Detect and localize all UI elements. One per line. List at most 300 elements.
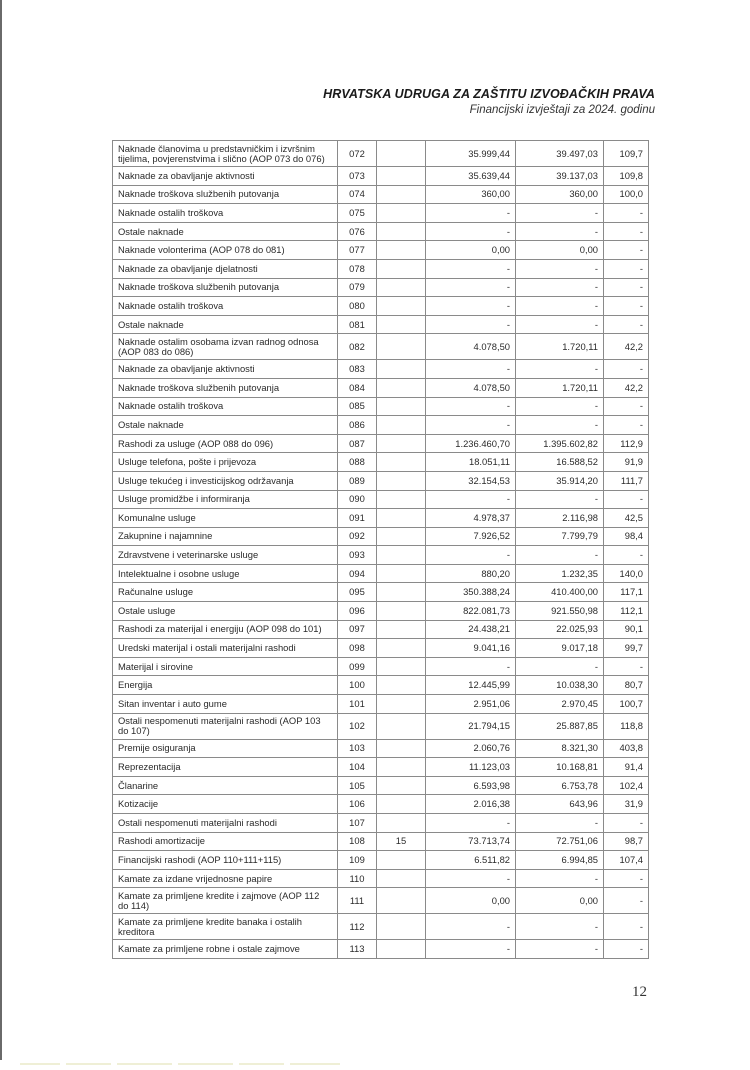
note-ref: 15 xyxy=(377,832,426,851)
row-description: Kamate za primljene kredite i zajmove (AOP 112 do 114) xyxy=(113,888,338,914)
index-value: 107,4 xyxy=(604,851,649,870)
previous-year-amount: 35.639,44 xyxy=(426,167,516,186)
note-ref xyxy=(377,869,426,888)
note-ref xyxy=(377,739,426,758)
previous-year-amount: 880,20 xyxy=(426,564,516,583)
previous-year-amount: 350.388,24 xyxy=(426,583,516,602)
aop-code: 086 xyxy=(338,416,377,435)
aop-code: 111 xyxy=(338,888,377,914)
table-row xyxy=(113,471,649,490)
previous-year-amount: - xyxy=(426,490,516,509)
note-ref xyxy=(377,360,426,379)
note-ref xyxy=(377,814,426,833)
current-year-amount: 1.395.602,82 xyxy=(516,434,604,453)
table-row xyxy=(113,278,649,297)
note-ref xyxy=(377,583,426,602)
note-ref xyxy=(377,639,426,658)
row-description: Naknade za obavljanje aktivnosti xyxy=(113,167,338,186)
table-body xyxy=(113,141,649,959)
index-value: - xyxy=(604,222,649,241)
previous-year-amount: - xyxy=(426,397,516,416)
previous-year-amount: - xyxy=(426,259,516,278)
index-value: 117,1 xyxy=(604,583,649,602)
table-row xyxy=(113,620,649,639)
row-description: Rashodi za usluge (AOP 088 do 096) xyxy=(113,434,338,453)
organization-title: HRVATSKA UDRUGA ZA ZAŠTITU IZVOĐAČKIH PRAVA xyxy=(323,87,655,101)
aop-code: 098 xyxy=(338,639,377,658)
current-year-amount: - xyxy=(516,297,604,316)
note-ref xyxy=(377,185,426,204)
aop-code: 099 xyxy=(338,657,377,676)
aop-code: 109 xyxy=(338,851,377,870)
table-row xyxy=(113,167,649,186)
row-description: Kotizacije xyxy=(113,795,338,814)
current-year-amount: 8.321,30 xyxy=(516,739,604,758)
table-row xyxy=(113,334,649,360)
previous-year-amount: 73.713,74 xyxy=(426,832,516,851)
current-year-amount: 6.753,78 xyxy=(516,776,604,795)
report-subtitle: Financijski izvještaji za 2024. godinu xyxy=(469,104,655,116)
row-description: Usluge promidžbe i informiranja xyxy=(113,490,338,509)
previous-year-amount: 4.978,37 xyxy=(426,509,516,528)
table-row xyxy=(113,639,649,658)
table-row xyxy=(113,509,649,528)
note-ref xyxy=(377,546,426,565)
aop-code: 093 xyxy=(338,546,377,565)
aop-code: 102 xyxy=(338,713,377,739)
aop-code: 073 xyxy=(338,167,377,186)
index-value: 112,9 xyxy=(604,434,649,453)
row-description: Naknade ostalih troškova xyxy=(113,297,338,316)
aop-code: 097 xyxy=(338,620,377,639)
previous-year-amount: 9.041,16 xyxy=(426,639,516,658)
index-value: 91,4 xyxy=(604,758,649,777)
index-value: - xyxy=(604,416,649,435)
current-year-amount: - xyxy=(516,397,604,416)
current-year-amount: 9.017,18 xyxy=(516,639,604,658)
aop-code: 105 xyxy=(338,776,377,795)
index-value: 118,8 xyxy=(604,713,649,739)
row-description: Usluge telefona, pošte i prijevoza xyxy=(113,453,338,472)
row-description: Naknade troškova službenih putovanja xyxy=(113,278,338,297)
aop-code: 085 xyxy=(338,397,377,416)
aop-code: 080 xyxy=(338,297,377,316)
note-ref xyxy=(377,297,426,316)
previous-year-amount: 6.593,98 xyxy=(426,776,516,795)
row-description: Ostale naknade xyxy=(113,222,338,241)
aop-code: 108 xyxy=(338,832,377,851)
current-year-amount: 10.038,30 xyxy=(516,676,604,695)
table-row xyxy=(113,814,649,833)
note-ref xyxy=(377,141,426,167)
previous-year-amount: 24.438,21 xyxy=(426,620,516,639)
row-description: Energija xyxy=(113,676,338,695)
note-ref xyxy=(377,204,426,223)
table-row xyxy=(113,434,649,453)
note-ref xyxy=(377,888,426,914)
note-ref xyxy=(377,378,426,397)
previous-year-amount: 360,00 xyxy=(426,185,516,204)
table-row xyxy=(113,940,649,959)
row-description: Komunalne usluge xyxy=(113,509,338,528)
row-description: Ostali nespomenuti materijalni rashodi (AOP 103 do 107) xyxy=(113,713,338,739)
note-ref xyxy=(377,397,426,416)
aop-code: 076 xyxy=(338,222,377,241)
previous-year-amount: - xyxy=(426,360,516,379)
row-description: Sitan inventar i auto gume xyxy=(113,695,338,714)
table-row xyxy=(113,378,649,397)
current-year-amount: - xyxy=(516,360,604,379)
current-year-amount: 10.168,81 xyxy=(516,758,604,777)
index-value: 109,7 xyxy=(604,141,649,167)
previous-year-amount: 4.078,50 xyxy=(426,334,516,360)
table-row xyxy=(113,315,649,334)
current-year-amount: 360,00 xyxy=(516,185,604,204)
aop-code: 103 xyxy=(338,739,377,758)
row-description: Naknade ostalim osobama izvan radnog odnosa (AOP 083 do 086) xyxy=(113,334,338,360)
current-year-amount: - xyxy=(516,814,604,833)
table-row xyxy=(113,222,649,241)
current-year-amount: - xyxy=(516,315,604,334)
current-year-amount: 39.137,03 xyxy=(516,167,604,186)
table-row xyxy=(113,602,649,621)
note-ref xyxy=(377,657,426,676)
index-value: 102,4 xyxy=(604,776,649,795)
index-value: - xyxy=(604,241,649,260)
index-value: - xyxy=(604,278,649,297)
aop-code: 094 xyxy=(338,564,377,583)
current-year-amount: 2.970,45 xyxy=(516,695,604,714)
current-year-amount: 35.914,20 xyxy=(516,471,604,490)
index-value: - xyxy=(604,315,649,334)
row-description: Ostale naknade xyxy=(113,416,338,435)
note-ref xyxy=(377,914,426,940)
aop-code: 100 xyxy=(338,676,377,695)
row-description: Kamate za primljene robne i ostale zajmove xyxy=(113,940,338,959)
note-ref xyxy=(377,758,426,777)
previous-year-amount: 1.236.460,70 xyxy=(426,434,516,453)
aop-code: 077 xyxy=(338,241,377,260)
row-description: Naknade za obavljanje djelatnosti xyxy=(113,259,338,278)
table-row xyxy=(113,241,649,260)
row-description: Materijal i sirovine xyxy=(113,657,338,676)
row-description: Ostali nespomenuti materijalni rashodi xyxy=(113,814,338,833)
note-ref xyxy=(377,471,426,490)
row-description: Naknade troškova službenih putovanja xyxy=(113,185,338,204)
current-year-amount: 25.887,85 xyxy=(516,713,604,739)
aop-code: 074 xyxy=(338,185,377,204)
aop-code: 081 xyxy=(338,315,377,334)
note-ref xyxy=(377,490,426,509)
aop-code: 089 xyxy=(338,471,377,490)
index-value: - xyxy=(604,914,649,940)
index-value: 90,1 xyxy=(604,620,649,639)
index-value: - xyxy=(604,814,649,833)
current-year-amount: 1.720,11 xyxy=(516,378,604,397)
previous-year-amount: - xyxy=(426,297,516,316)
previous-year-amount: 12.445,99 xyxy=(426,676,516,695)
table-row xyxy=(113,869,649,888)
index-value: - xyxy=(604,940,649,959)
current-year-amount: 72.751,06 xyxy=(516,832,604,851)
note-ref xyxy=(377,259,426,278)
current-year-amount: 6.994,85 xyxy=(516,851,604,870)
note-ref xyxy=(377,278,426,297)
note-ref xyxy=(377,222,426,241)
row-description: Članarine xyxy=(113,776,338,795)
current-year-amount: - xyxy=(516,278,604,297)
index-value: 80,7 xyxy=(604,676,649,695)
row-description: Reprezentacija xyxy=(113,758,338,777)
row-description: Naknade volonterima (AOP 078 do 081) xyxy=(113,241,338,260)
table-row xyxy=(113,676,649,695)
index-value: 42,2 xyxy=(604,334,649,360)
aop-code: 113 xyxy=(338,940,377,959)
previous-year-amount: 6.511,82 xyxy=(426,851,516,870)
index-value: 403,8 xyxy=(604,739,649,758)
note-ref xyxy=(377,509,426,528)
current-year-amount: - xyxy=(516,546,604,565)
aop-code: 083 xyxy=(338,360,377,379)
current-year-amount: - xyxy=(516,222,604,241)
current-year-amount: 1.232,35 xyxy=(516,564,604,583)
previous-year-amount: - xyxy=(426,278,516,297)
current-year-amount: - xyxy=(516,657,604,676)
current-year-amount: - xyxy=(516,490,604,509)
table-row xyxy=(113,583,649,602)
table-row xyxy=(113,141,649,167)
aop-code: 079 xyxy=(338,278,377,297)
row-description: Ostale naknade xyxy=(113,315,338,334)
financial-statement-table xyxy=(112,140,649,959)
scan-artifacts xyxy=(20,1052,380,1055)
row-description: Zakupnine i najamnine xyxy=(113,527,338,546)
table-row xyxy=(113,564,649,583)
index-value: - xyxy=(604,657,649,676)
index-value: 111,7 xyxy=(604,471,649,490)
aop-code: 095 xyxy=(338,583,377,602)
current-year-amount: 410.400,00 xyxy=(516,583,604,602)
aop-code: 088 xyxy=(338,453,377,472)
index-value: 100,0 xyxy=(604,185,649,204)
aop-code: 101 xyxy=(338,695,377,714)
row-description: Financijski rashodi (AOP 110+111+115) xyxy=(113,851,338,870)
index-value: 42,5 xyxy=(604,509,649,528)
note-ref xyxy=(377,453,426,472)
note-ref xyxy=(377,940,426,959)
row-description: Zdravstvene i veterinarske usluge xyxy=(113,546,338,565)
aop-code: 096 xyxy=(338,602,377,621)
previous-year-amount: - xyxy=(426,869,516,888)
aop-code: 092 xyxy=(338,527,377,546)
previous-year-amount: 822.081,73 xyxy=(426,602,516,621)
index-value: 100,7 xyxy=(604,695,649,714)
previous-year-amount: - xyxy=(426,222,516,241)
index-value: - xyxy=(604,397,649,416)
aop-code: 090 xyxy=(338,490,377,509)
aop-code: 104 xyxy=(338,758,377,777)
table-row xyxy=(113,776,649,795)
note-ref xyxy=(377,851,426,870)
row-description: Premije osiguranja xyxy=(113,739,338,758)
table-row xyxy=(113,546,649,565)
current-year-amount: 643,96 xyxy=(516,795,604,814)
table-row xyxy=(113,297,649,316)
row-description: Naknade za obavljanje aktivnosti xyxy=(113,360,338,379)
current-year-amount: - xyxy=(516,204,604,223)
index-value: 31,9 xyxy=(604,795,649,814)
current-year-amount: 0,00 xyxy=(516,888,604,914)
previous-year-amount: 0,00 xyxy=(426,241,516,260)
current-year-amount: 0,00 xyxy=(516,241,604,260)
index-value: 112,1 xyxy=(604,602,649,621)
row-description: Rashodi za materijal i energiju (AOP 098 do 101) xyxy=(113,620,338,639)
table-row xyxy=(113,739,649,758)
note-ref xyxy=(377,713,426,739)
index-value: - xyxy=(604,259,649,278)
index-value: - xyxy=(604,204,649,223)
index-value: 98,7 xyxy=(604,832,649,851)
current-year-amount: 921.550,98 xyxy=(516,602,604,621)
previous-year-amount: - xyxy=(426,657,516,676)
note-ref xyxy=(377,527,426,546)
index-value: - xyxy=(604,490,649,509)
previous-year-amount: 4.078,50 xyxy=(426,378,516,397)
note-ref xyxy=(377,315,426,334)
note-ref xyxy=(377,695,426,714)
current-year-amount: 16.588,52 xyxy=(516,453,604,472)
note-ref xyxy=(377,241,426,260)
note-ref xyxy=(377,167,426,186)
row-description: Intelektualne i osobne usluge xyxy=(113,564,338,583)
table-row xyxy=(113,758,649,777)
previous-year-amount: - xyxy=(426,814,516,833)
aop-code: 072 xyxy=(338,141,377,167)
table-row xyxy=(113,416,649,435)
table-row xyxy=(113,527,649,546)
table-row xyxy=(113,360,649,379)
table-row xyxy=(113,695,649,714)
index-value: - xyxy=(604,869,649,888)
table-row xyxy=(113,795,649,814)
current-year-amount: 7.799,79 xyxy=(516,527,604,546)
previous-year-amount: 32.154,53 xyxy=(426,471,516,490)
row-description: Naknade članovima u predstavničkim i izvršnim tijelima, povjerenstvima i slično (AOP 073 do 076) xyxy=(113,141,338,167)
aop-code: 112 xyxy=(338,914,377,940)
current-year-amount: 1.720,11 xyxy=(516,334,604,360)
scan-left-edge xyxy=(0,0,2,1060)
index-value: 109,8 xyxy=(604,167,649,186)
current-year-amount: 22.025,93 xyxy=(516,620,604,639)
table-row xyxy=(113,259,649,278)
note-ref xyxy=(377,434,426,453)
row-description: Usluge tekućeg i investicijskog održavanja xyxy=(113,471,338,490)
index-value: - xyxy=(604,888,649,914)
row-description: Rashodi amortizacije xyxy=(113,832,338,851)
aop-code: 075 xyxy=(338,204,377,223)
aop-code: 107 xyxy=(338,814,377,833)
previous-year-amount: - xyxy=(426,914,516,940)
previous-year-amount: 7.926,52 xyxy=(426,527,516,546)
current-year-amount: 2.116,98 xyxy=(516,509,604,528)
table-row xyxy=(113,204,649,223)
aop-code: 082 xyxy=(338,334,377,360)
index-value: 42,2 xyxy=(604,378,649,397)
current-year-amount: - xyxy=(516,869,604,888)
page-number: 12 xyxy=(632,984,647,1000)
note-ref xyxy=(377,795,426,814)
index-value: 140,0 xyxy=(604,564,649,583)
row-description: Računalne usluge xyxy=(113,583,338,602)
current-year-amount: 39.497,03 xyxy=(516,141,604,167)
table-row xyxy=(113,657,649,676)
current-year-amount: - xyxy=(516,259,604,278)
row-description: Kamate za primljene kredite banaka i ostalih kreditora xyxy=(113,914,338,940)
previous-year-amount: 2.016,38 xyxy=(426,795,516,814)
previous-year-amount: - xyxy=(426,940,516,959)
aop-code: 091 xyxy=(338,509,377,528)
aop-code: 087 xyxy=(338,434,377,453)
row-description: Uredski materijal i ostali materijalni rashodi xyxy=(113,639,338,658)
previous-year-amount: - xyxy=(426,204,516,223)
index-value: 91,9 xyxy=(604,453,649,472)
aop-code: 078 xyxy=(338,259,377,278)
aop-code: 084 xyxy=(338,378,377,397)
index-value: 99,7 xyxy=(604,639,649,658)
note-ref xyxy=(377,776,426,795)
table-row xyxy=(113,851,649,870)
previous-year-amount: - xyxy=(426,546,516,565)
table-row xyxy=(113,397,649,416)
index-value: - xyxy=(604,360,649,379)
note-ref xyxy=(377,676,426,695)
previous-year-amount: - xyxy=(426,416,516,435)
table-row xyxy=(113,832,649,851)
previous-year-amount: 11.123,03 xyxy=(426,758,516,777)
table-row xyxy=(113,914,649,940)
table-row xyxy=(113,490,649,509)
note-ref xyxy=(377,416,426,435)
row-description: Naknade ostalih troškova xyxy=(113,204,338,223)
row-description: Ostale usluge xyxy=(113,602,338,621)
note-ref xyxy=(377,602,426,621)
document-header xyxy=(323,87,655,116)
row-description: Naknade troškova službenih putovanja xyxy=(113,378,338,397)
table-row xyxy=(113,453,649,472)
current-year-amount: - xyxy=(516,416,604,435)
row-description: Naknade ostalih troškova xyxy=(113,397,338,416)
table-row xyxy=(113,713,649,739)
previous-year-amount: 35.999,44 xyxy=(426,141,516,167)
previous-year-amount: 0,00 xyxy=(426,888,516,914)
index-value: 98,4 xyxy=(604,527,649,546)
note-ref xyxy=(377,334,426,360)
current-year-amount: - xyxy=(516,940,604,959)
aop-code: 106 xyxy=(338,795,377,814)
note-ref xyxy=(377,620,426,639)
previous-year-amount: 2.951,06 xyxy=(426,695,516,714)
previous-year-amount: 21.794,15 xyxy=(426,713,516,739)
previous-year-amount: 2.060,76 xyxy=(426,739,516,758)
index-value: - xyxy=(604,546,649,565)
note-ref xyxy=(377,564,426,583)
row-description: Kamate za izdane vrijednosne papire xyxy=(113,869,338,888)
table-row xyxy=(113,185,649,204)
aop-code: 110 xyxy=(338,869,377,888)
current-year-amount: - xyxy=(516,914,604,940)
index-value: - xyxy=(604,297,649,316)
table-row xyxy=(113,888,649,914)
